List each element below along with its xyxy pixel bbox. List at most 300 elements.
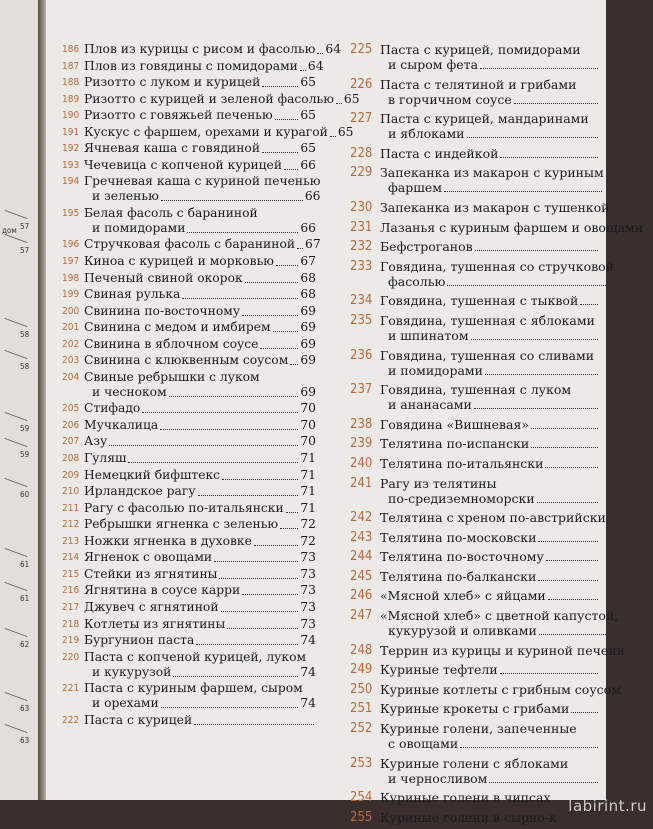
recipe-title-line: Кускус с фаршем, орехами и курагой [84,124,328,139]
recipe-title-line: Говядина, тушенная с луком [380,382,572,398]
recipe-title-line: Джувеч с ягнятиной [84,599,219,614]
recipe-number: 213 [62,535,80,547]
recipe-number: 248 [350,642,373,658]
recipe-number: 254 [350,790,373,806]
margin-page-number: 58 [20,330,30,339]
recipe-number: 236 [350,347,373,363]
recipe-title [84,600,316,615]
leader-dots [460,747,598,748]
page-number: 70 [300,417,316,432]
leader-dots [300,70,306,71]
page-number: 69 [300,336,316,351]
recipe-title [380,643,635,658]
recipe-title-line: Плов из говядины с помидорами [84,58,298,73]
toc-column-left [62,42,360,729]
toc-entry [350,42,600,72]
recipe-title-line: Ризотто с луком и курицей [84,75,261,90]
recipe-number: 232 [350,239,373,255]
leader-dots [198,495,299,496]
recipe-title-line: Белая фасоль с бараниной [84,205,258,220]
page-number: 65 [300,141,316,156]
recipe-title-line: и орехами [92,696,159,711]
margin-leader [5,692,28,701]
recipe-number: 211 [62,502,80,514]
recipe-title [380,382,600,412]
recipe-number: 220 [62,651,80,663]
recipe-title [84,125,354,140]
leader-dots [571,712,598,713]
recipe-title-line: Лазанья с куриным фаршем и овощами [380,219,644,235]
toc-entry [62,254,316,269]
toc-entry [350,258,615,289]
recipe-number: 199 [62,289,80,301]
leader-dots [280,528,298,529]
recipe-title-line: Плов из курицы с рисом и фасолью [84,42,316,56]
margin-leader [5,350,28,359]
leader-dots [173,676,298,677]
recipe-number: 231 [350,219,373,235]
leader-dots [182,298,298,299]
recipe-title [380,220,653,235]
toc-entry [62,91,360,107]
recipe-title-line: Паста с копченой курицей, луком [84,649,307,664]
leader-dots [262,86,298,87]
page-number: 66 [300,220,316,235]
recipe-number: 216 [62,585,80,597]
recipe-title-line: Стифадо [84,401,141,416]
page-number: 70 [300,434,316,449]
recipe-title-line: Говядина, тушенная со сливами [380,347,595,363]
page-number: 69 [300,384,316,399]
recipe-number: 229 [350,165,373,181]
toc-entry [62,141,316,156]
recipe-title-line: и помидорами [92,220,186,235]
recipe-title-line: Немецкий бифштекс [84,467,221,482]
recipe-number: 193 [62,159,80,171]
recipe-title [380,436,600,451]
leader-dots [467,137,598,138]
toc-entry [350,642,625,658]
leader-dots [219,578,298,579]
recipe-title [84,158,316,173]
recipe-number: 200 [62,305,80,317]
page-number: 69 [300,320,316,335]
leader-dots [480,68,598,69]
recipe-title-line: Паста с курицей, помидорами [380,42,581,57]
page-number: 71 [300,451,316,466]
recipe-title [380,456,600,471]
recipe-title [84,237,321,252]
recipe-title-line: Паста с телятиной и грибами [380,76,577,92]
recipe-title-line: Стейки из ягнятины [84,566,218,581]
recipe-title [380,530,600,545]
toc-entry [350,165,604,196]
page-number: 64 [307,58,324,73]
recipe-title [380,259,614,289]
toc-entry [62,320,316,335]
toc-entry [62,501,316,516]
toc-entry [62,600,316,615]
recipe-title-line: Ножки ягненка в духовке [84,533,252,548]
recipe-title [380,810,600,825]
toc-entry [62,713,316,728]
leader-dots [290,364,298,365]
recipe-number: 195 [62,207,80,219]
recipe-number: 247 [350,608,373,624]
recipe-title-line: Азу [84,434,108,449]
toc-entry [350,77,600,107]
recipe-title [84,418,316,433]
recipe-title-line: Куриные тефтели [380,662,498,678]
recipe-title [380,165,604,195]
recipe-title [84,337,316,352]
leader-dots [546,560,598,561]
leader-dots [161,200,303,201]
toc-entry [62,484,316,499]
recipe-title-line: и черносливом [388,770,488,786]
recipe-title-line: Свиные ребрышки с луком [84,369,260,384]
recipe-title [380,313,600,343]
toc-entry [62,42,342,57]
recipe-number: 219 [62,635,80,647]
recipe-title [84,254,316,269]
margin-page-number: 60 [20,490,30,499]
recipe-title [380,42,600,72]
leader-dots [196,644,298,645]
toc-entry [62,583,316,598]
toc-entry [350,293,600,308]
recipe-title-line: Чечевица с копченой курицей [84,157,283,172]
recipe-title-line: и чесноком [92,384,167,399]
page-number: 69 [300,353,316,368]
margin-page-number: 57 [20,246,30,255]
leader-dots [539,634,616,635]
page-number: 73 [300,550,316,565]
recipe-title-line: Паста с курицей, мандаринами [380,111,589,127]
recipe-title-line: Бургунион паста [84,633,195,648]
recipe-title-line: и кукурузой [92,664,172,679]
leader-dots [317,53,323,54]
leader-dots [548,599,598,600]
page-number: 68 [300,270,316,285]
recipe-title-line: кукурузой и оливками [388,623,537,639]
leader-dots [531,447,598,448]
recipe-title [84,75,316,90]
toc-entry [62,418,316,433]
page-number: 68 [300,287,316,302]
toc-entry [62,237,321,252]
leader-dots [500,673,598,674]
recipe-title [380,549,600,564]
recipe-title-line: и ананасами [388,397,472,413]
toc-entry [350,199,610,215]
margin-leader [5,412,28,421]
recipe-title-line: Свинина в яблочном соусе [84,336,259,351]
recipe-number: 234 [350,293,373,309]
recipe-number: 243 [350,529,373,545]
recipe-title-line: Куриные крокеты с грибами [380,701,570,717]
toc-entry [62,124,354,140]
page-number: 71 [300,500,316,515]
recipe-number: 197 [62,256,80,268]
toc-entry [62,370,316,400]
recipe-title-line: Свинина с медом и имбирем [84,320,271,335]
recipe-number: 240 [350,455,373,471]
recipe-title [84,271,316,286]
recipe-title [84,567,316,582]
toc-entry [62,434,316,449]
recipe-title [380,756,600,786]
recipe-title-line: Печеный свиной окорок [84,270,243,285]
recipe-title-line: Рагу из телятины [380,475,497,491]
recipe-title [84,534,316,549]
leader-dots [284,169,298,170]
recipe-title-line: Говядина, тушенная со стручковой [380,258,615,274]
toc-entry [62,567,316,582]
margin-page-number: 59 [20,424,30,433]
margin-page-number: 59 [20,450,30,459]
leader-dots [273,331,299,332]
recipe-title [380,111,600,141]
margin-fragment: дом [2,226,17,235]
recipe-title [84,617,316,632]
recipe-title-line: Мучкалица [84,417,159,432]
toc-entry [350,219,644,235]
recipe-title-line: Свинина по-восточному [84,303,241,318]
leader-dots [194,724,314,725]
margin-page-number: 62 [20,640,30,649]
recipe-title [380,721,600,751]
recipe-title-line: Ризотто с говяжьей печенью [84,108,273,123]
toc-entry [62,206,316,236]
recipe-title [380,588,600,603]
recipe-number: 210 [62,486,80,498]
recipe-title [84,517,316,532]
recipe-title [380,790,600,805]
toc-entry [350,530,600,545]
recipe-number: 238 [350,416,373,432]
recipe-number: 221 [62,683,80,695]
leader-dots [545,467,598,468]
recipe-title [84,681,316,711]
recipe-title-line: Террин из курицы и куриной печени [380,642,625,658]
toc-entry [350,569,600,584]
leader-dots [538,541,598,542]
recipe-number: 203 [62,355,80,367]
recipe-title [84,304,316,319]
toc-entry [62,108,316,123]
recipe-title [84,174,320,204]
recipe-title-line: Киноа с курицей и морковью [84,254,274,269]
margin-page-number: 61 [20,560,30,569]
recipe-number: 255 [350,809,373,825]
margin-leader [5,628,28,637]
recipe-number: 198 [62,272,80,284]
leader-dots [444,191,602,192]
recipe-title [380,239,600,254]
leader-dots [242,594,298,595]
page-number: 65 [300,108,316,123]
recipe-number: 222 [62,714,80,726]
recipe-title-line: Бефстроганов [380,239,473,255]
margin-leader [5,724,28,733]
recipe-number: 205 [62,403,80,415]
toc-entry [350,810,600,825]
recipe-title [84,92,360,107]
recipe-title [84,583,316,598]
margin-page-number: 58 [20,362,30,371]
recipe-title-line: Паста с курицей [84,712,193,727]
leader-dots [336,103,342,104]
recipe-number: 246 [350,588,373,604]
leader-dots [500,157,598,158]
toc-entry [350,382,600,412]
leader-dots [276,265,298,266]
recipe-number: 196 [62,239,80,251]
recipe-number: 209 [62,469,80,481]
page-number: 71 [300,484,316,499]
recipe-title [84,434,316,449]
recipe-number: 215 [62,568,80,580]
leader-dots [227,628,298,629]
toc-entry [350,239,600,254]
recipe-number: 192 [62,143,80,155]
leader-dots [222,479,298,480]
recipe-number: 237 [350,382,373,398]
recipe-title-line: Гуляш [84,451,127,466]
recipe-title-line: Свиная рулька [84,287,181,302]
recipe-title-line: Телятина по-восточному [380,549,544,565]
page-number: 67 [305,237,321,252]
leader-dots [161,707,299,708]
recipe-title-line: Запеканка из макарон с тушенкой [380,199,610,215]
recipe-number: 252 [350,721,373,737]
page-number: 69 [300,303,316,318]
recipe-number: 190 [62,110,80,122]
toc-entry [350,662,600,677]
recipe-title [380,293,600,308]
toc-entry [62,58,324,74]
toc-entry [62,337,316,352]
recipe-title-line: Телятина по-московски [380,529,537,545]
leader-dots [474,408,598,409]
recipe-number: 214 [62,552,80,564]
toc-entry [350,313,600,343]
recipe-title [380,146,600,161]
toc-entry [350,417,600,432]
recipe-number: 250 [350,681,373,697]
toc-entry [350,790,600,805]
page-number: 73 [300,566,316,581]
leader-dots [128,462,298,463]
page-number: 73 [300,616,316,631]
page-number: 73 [300,599,316,614]
recipe-title-line: Паста с индейкой [380,145,499,161]
recipe-number: 206 [62,419,80,431]
recipe-title-line: и шпинатом [388,327,469,343]
margin-leader [5,438,28,447]
recipe-title [380,417,600,432]
recipe-number: 227 [350,111,373,127]
recipe-number: 189 [62,93,80,105]
page-number: 65 [343,91,360,106]
recipe-title [84,501,316,516]
toc-entry [62,517,316,532]
recipe-number: 217 [62,601,80,613]
leader-dots [580,304,598,305]
recipe-title [84,287,316,302]
margin-leader [5,548,28,557]
leader-dots [447,285,612,286]
recipe-number: 194 [62,176,80,188]
page-number: 74 [300,633,316,648]
recipe-title-line: Телятина по-испански [380,436,530,452]
recipe-number: 230 [350,199,373,215]
leader-dots [260,348,298,349]
recipe-number: 242 [350,510,373,526]
recipe-title-line: Котлеты из ягнятины [84,616,226,631]
leader-dots [297,248,303,249]
page-number: 74 [300,664,316,679]
toc-entry [62,650,316,680]
recipe-title-line: фаршем [388,180,442,196]
watermark: labirint.ru [568,797,647,815]
recipe-number: 186 [62,44,80,55]
leader-dots [275,119,299,120]
toc-entry [350,721,600,751]
margin-leader [5,234,28,243]
toc-entry [350,588,600,603]
recipe-number: 208 [62,453,80,465]
recipe-title [84,108,316,123]
toc-entry [62,451,316,466]
recipe-title [380,662,600,677]
toc-entry [62,174,321,204]
recipe-number: 207 [62,436,80,448]
recipe-title-line: Говядина «Вишневая» [380,416,530,432]
toc-entry [350,510,606,526]
recipe-number: 204 [62,371,80,383]
leader-dots [245,282,299,283]
page-number: 66 [300,157,316,172]
recipe-number: 187 [62,60,80,72]
toc-entry [62,534,316,549]
recipe-title-line: Телятина по-балкански [380,568,537,584]
recipe-title [84,42,341,57]
toc-entry [350,436,600,451]
leader-dots [142,412,298,413]
recipe-title [380,510,616,525]
recipe-title-line: Куриные голени в чипсах [380,790,551,806]
leader-dots [611,211,617,212]
leader-dots [627,654,633,655]
margin-leader [5,318,28,327]
toc-entry [350,608,619,639]
page-number: 73 [300,583,316,598]
recipe-title [84,353,316,368]
leader-dots [254,545,298,546]
toc-entry [62,158,316,173]
recipe-title-line: Ребрышки ягненка с зеленью [84,517,279,532]
leader-dots [187,232,298,233]
recipe-title-line: Ирландское рагу [84,484,196,499]
leader-dots [169,396,299,397]
recipe-title-line: Куриные голени с яблоками [380,755,569,771]
leader-dots [559,821,598,822]
recipe-title-line: Ризотто с курицей и зеленой фасолью [84,91,334,106]
page-number: 71 [300,467,316,482]
recipe-number: 241 [350,475,373,491]
